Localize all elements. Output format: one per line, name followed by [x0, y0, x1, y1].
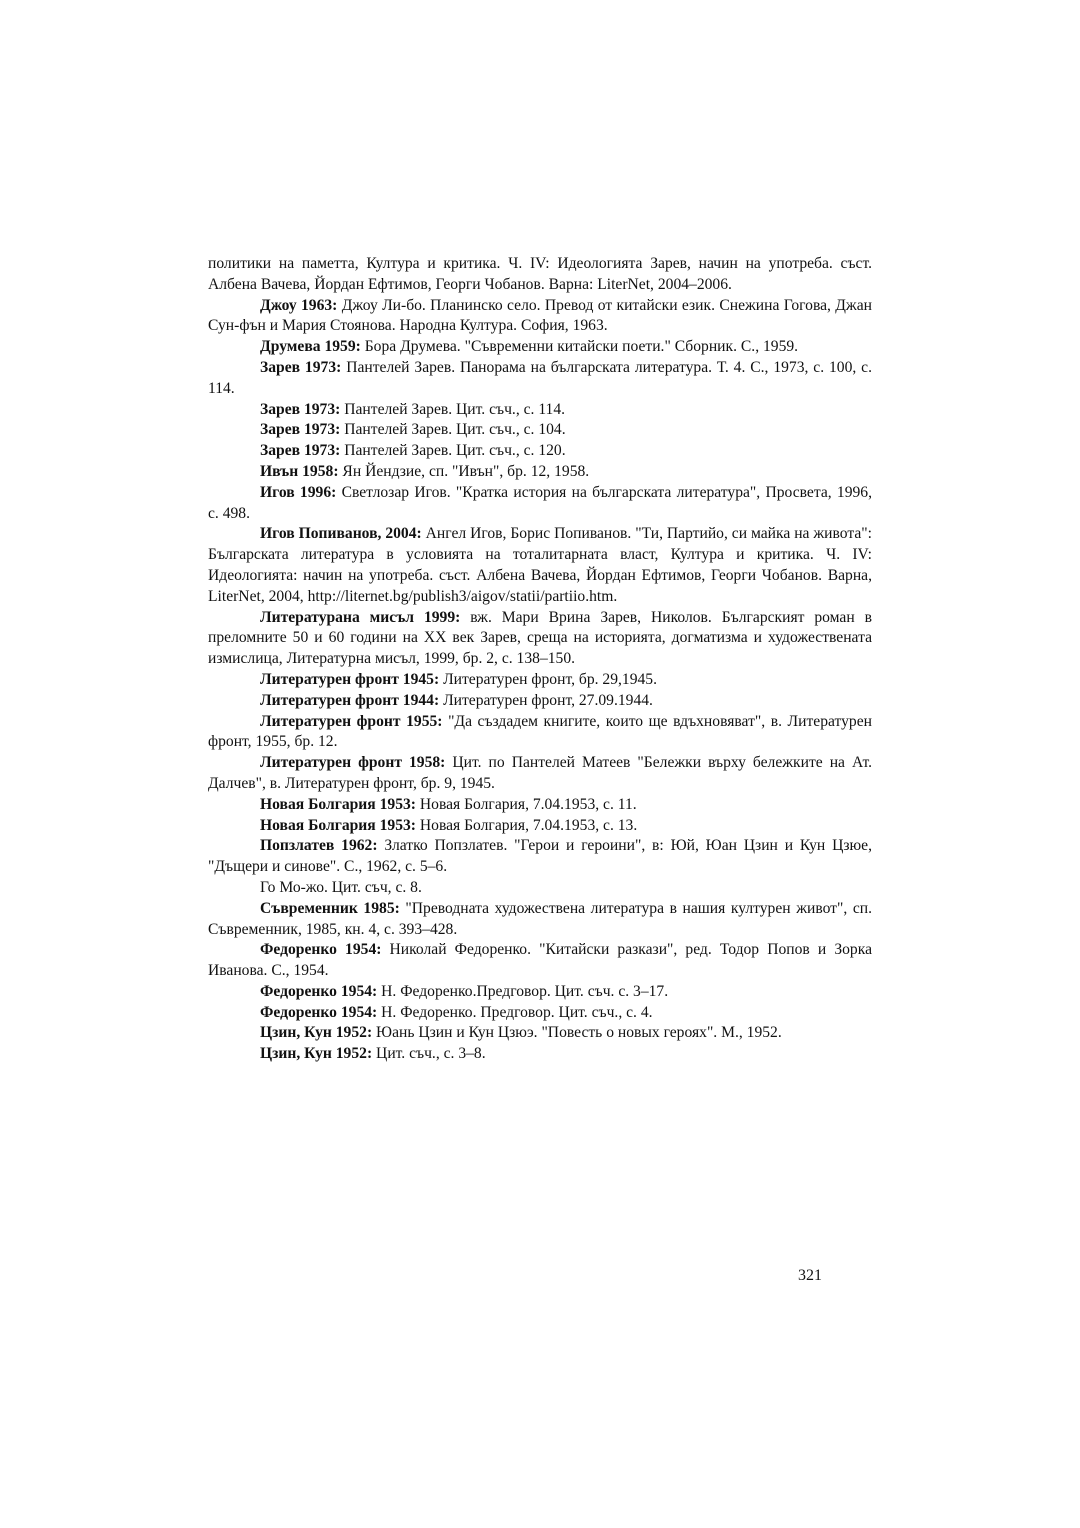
reference-key: Федоренко 1954:	[260, 1003, 378, 1021]
reference-key: Новая Болгария 1953:	[260, 795, 416, 813]
reference-key: Литературен фронт 1944:	[260, 691, 440, 709]
reference-key: Зарев 1973:	[260, 358, 342, 376]
reference-text: Новая Болгария, 7.04.1953, с. 13.	[416, 816, 638, 834]
reference-text: Литературен фронт, бр. 29,1945.	[439, 670, 657, 688]
reference-text: политики на паметта, Култура и критика. Ч. IV: Идеологията Зарев, начин на употреба. съст. Албена Вачева, Йордан Ефтимов, Георги Чобанов. Варна: LiterNet, 2004–2006.	[208, 255, 872, 293]
reference-entry	[208, 1003, 872, 1024]
reference-key: Зарев 1973:	[260, 442, 341, 460]
reference-entry	[208, 940, 872, 982]
reference-key: Литературен фронт 1945:	[260, 670, 440, 688]
reference-entry	[208, 691, 872, 712]
reference-key: Игов 1996:	[260, 483, 337, 501]
reference-text: Цит. по Пантелей Матеев "Бележки върху бележките на Ат. Далчев", в. Литературен фронт, бр. 9, 1945.	[208, 754, 872, 792]
reference-entry	[208, 712, 872, 754]
reference-text: Ангел Игов, Борис Попиванов. "Ти, Партийо, си майка на живота": Българската литература в условията на тоталитарната власт, Култура и критика. Ч. IV: Идеологията: начин на употреба. съст. Албена Вачева, Йордан Ефтимов, Георги Чобанов. Варна, LiterNet, 2004, http://liternet.bg/publish3/aigov/statii/partiio.htm.	[208, 525, 872, 605]
reference-entry	[208, 899, 872, 941]
reference-text: Ян Йендзие, сп. "Ивън", бр. 12, 1958.	[338, 462, 590, 480]
reference-text: Го Мо-жо. Цит. съч, с. 8.	[260, 878, 422, 896]
reference-entry	[208, 524, 872, 607]
reference-key: Игов Попиванов, 2004:	[260, 525, 422, 543]
reference-entry	[208, 296, 872, 338]
reference-text: Пантелей Зарев. Цит. съч., с. 120.	[340, 442, 566, 460]
reference-key: Съвременник 1985:	[260, 899, 400, 917]
reference-key: Зарев 1973:	[260, 421, 341, 439]
reference-key: Федоренко 1954:	[260, 982, 378, 1000]
reference-key: Литературана мисъл 1999:	[260, 608, 461, 626]
reference-text: Литературен фронт, 27.09.1944.	[439, 691, 653, 709]
reference-entry	[208, 400, 872, 421]
reference-entry	[208, 254, 872, 296]
reference-entry	[208, 1023, 872, 1044]
bibliography-list	[208, 254, 872, 1065]
page-number: 321	[798, 1267, 822, 1284]
reference-key: Цзин, Кун 1952:	[260, 1045, 373, 1063]
reference-text: Пантелей Зарев. Цит. съч., с. 104.	[340, 421, 566, 439]
reference-key: Зарев 1973:	[260, 400, 341, 418]
reference-key: Литературен фронт 1958:	[260, 754, 446, 772]
reference-text: Пантелей Зарев. Панорама на българската литература. Т. 4. С., 1973, с. 100, с. 114.	[208, 358, 872, 397]
reference-entry	[208, 878, 872, 899]
reference-entry	[208, 337, 872, 358]
reference-text: Джоу Ли-бо. Планинско село. Превод от китайски език. Снежина Гогова, Джан Сун-фън и Мария Стоянова. Народна Култура. София, 1963.	[208, 296, 872, 335]
reference-entry	[208, 462, 872, 483]
reference-text: Н. Федоренко.Предговор. Цит. съч. с. 3–17.	[377, 982, 669, 1000]
reference-text: Н. Федоренко. Предговор. Цит. съч., с. 4.	[377, 1003, 653, 1021]
reference-entry	[208, 1044, 872, 1065]
reference-text: Николай Федоренко. "Китайски разкази", ред. Тодор Попов и Зорка Иванова. С., 1954.	[208, 941, 872, 980]
reference-key: Попзлатев 1962:	[260, 837, 378, 855]
reference-entry	[208, 483, 872, 525]
reference-text: "Преводната художествена литература в нашия културен живот", сп. Съвременник, 1985, кн. 4, с. 393–428.	[208, 899, 872, 938]
reference-key: Цзин, Кун 1952:	[260, 1024, 373, 1042]
reference-text: "Да създадем книгите, които ще вдъхновяват", в. Литературен фронт, 1955, бр. 12.	[208, 712, 872, 751]
reference-key: Литературен фронт 1955:	[260, 712, 443, 730]
reference-text: Бора Друмева. "Съвременни китайски поети." Сборник. С., 1959.	[360, 338, 799, 356]
reference-text: Юань Цзин и Кун Цзюэ. "Повесть о новых героях". М., 1952.	[372, 1024, 782, 1042]
reference-key: Федоренко 1954:	[260, 941, 382, 959]
reference-key: Джоу 1963:	[260, 296, 338, 314]
reference-entry	[208, 608, 872, 670]
reference-text: вж. Мари Врина Зарев, Николов. Българският роман в преломните 50 и 60 години на XX век Зарев, среща на историята, догматизма и художествената измислица, Литературна мисъл, 1999, бр. 2, с. 138–150.	[208, 608, 872, 668]
reference-key: Ивън 1958:	[260, 462, 339, 480]
reference-entry	[208, 836, 872, 878]
reference-entry	[208, 358, 872, 400]
reference-entry	[208, 441, 872, 462]
reference-entry	[208, 795, 872, 816]
reference-key: Друмева 1959:	[260, 338, 361, 356]
reference-entry	[208, 420, 872, 441]
reference-entry	[208, 982, 872, 1003]
reference-text: Новая Болгария, 7.04.1953, с. 11.	[416, 795, 637, 813]
reference-text: Златко Попзлатев. "Герои и героини", в: Юй, Юан Цзин и Кун Цзюе, "Дъщери и синове". С., 1962, с. 5–6.	[208, 837, 872, 876]
reference-entry	[208, 816, 872, 837]
reference-text: Цит. съч., с. 3–8.	[372, 1045, 486, 1063]
reference-text: Светлозар Игов. "Кратка история на българската литература", Просвета, 1996, с. 498.	[208, 483, 873, 522]
reference-entry	[208, 753, 872, 795]
reference-text: Пантелей Зарев. Цит. съч., с. 114.	[340, 400, 566, 418]
reference-entry	[208, 670, 872, 691]
reference-key: Новая Болгария 1953:	[260, 816, 416, 834]
